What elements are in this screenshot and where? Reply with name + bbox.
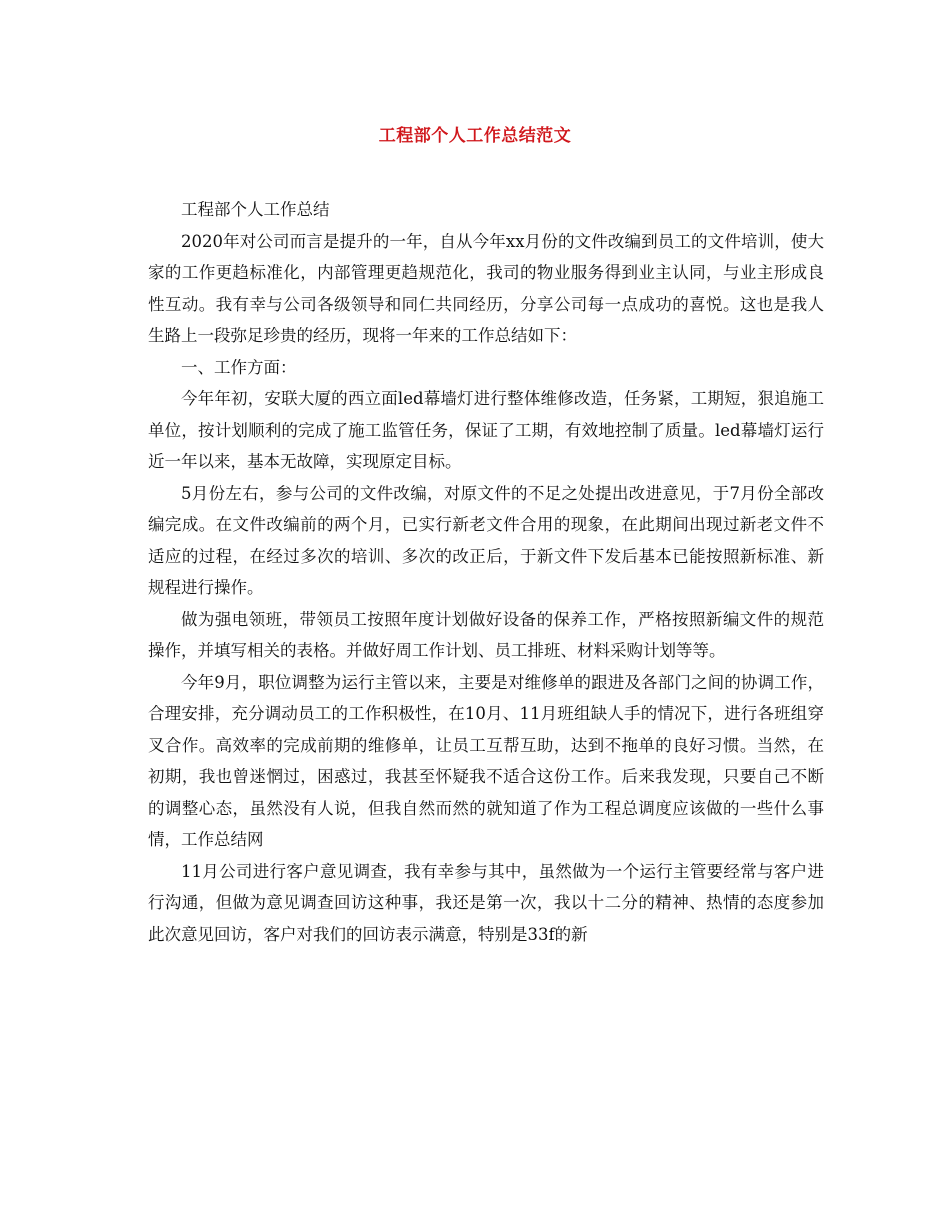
paragraph: 今年年初，安联大厦的西立面led幕墙灯进行整体维修改造，任务紧，工期短，狠追施工单位，按计划顺利的完成了施工监管任务，保证了工期，有效地控制了质量。led幕墙灯运行近一年以来，基本无故障，实现原定目标。 xyxy=(148,389,824,471)
paragraph: 做为强电领班，带领员工按照年度计划做好设备的保养工作，严格按照新编文件的规范操作，并填写相关的表格。并做好周工作计划、员工排班、材料采购计划等等。 xyxy=(148,609,824,660)
paragraph: 2020年对公司而言是提升的一年，自从今年xx月份的文件改编到员工的文件培训，使大家的工作更趋标准化，内部管理更趋规范化，我司的物业服务得到业主认同，与业主形成良性互动。我有幸与公司各级领导和同仁共同经历，分享公司每一点成功的喜悦。这也是我人生路上一段弥足珍贵的经历，现将一年来的工作总结如下： xyxy=(148,231,824,345)
paragraph-section-heading: 一、工作方面： xyxy=(181,357,297,377)
document-body xyxy=(148,194,824,950)
paragraph: 11月公司进行客户意见调查，我有幸参与其中，虽然做为一个运行主管要经常与客户进行沟通，但做为意见调查回访这种事，我还是第一次，我以十二分的精神、热情的态度参加此次意见回访，客户对我们的回访表示满意，特别是33f的新 xyxy=(148,861,824,944)
paragraph: 5月份左右，参与公司的文件改编，对原文件的不足之处提出改进意见，于7月份全部改编完成。在文件改编前的两个月，已实行新老文件合用的现象，在此期间出现过新老文件不适应的过程，在经过多次的培训、多次的改正后，于新文件下发后基本已能按照新标准、新规程进行操作。 xyxy=(148,483,824,597)
paragraph: 今年9月，职位调整为运行主管以来，主要是对维修单的跟进及各部门之间的协调工作，合理安排，充分调动员工的工作积极性，在10月、11月班组缺人手的情况下，进行各班组穿叉合作。高效率的完成前期的维修单，让员工互帮互助，达到不拖单的良好习惯。当然，在初期，我也曾迷惘过，困惑过，我甚至怀疑我不适合这份工作。后来我发现，只要自己不断的调整心态，虽然没有人说，但我自然而然的就知道了作为工程总调度应该做的一些什么事情，工作总结网 xyxy=(148,672,824,849)
paragraph-heading: 工程部个人工作总结 xyxy=(181,200,330,219)
document-title: 工程部个人工作总结范文 xyxy=(378,126,572,146)
